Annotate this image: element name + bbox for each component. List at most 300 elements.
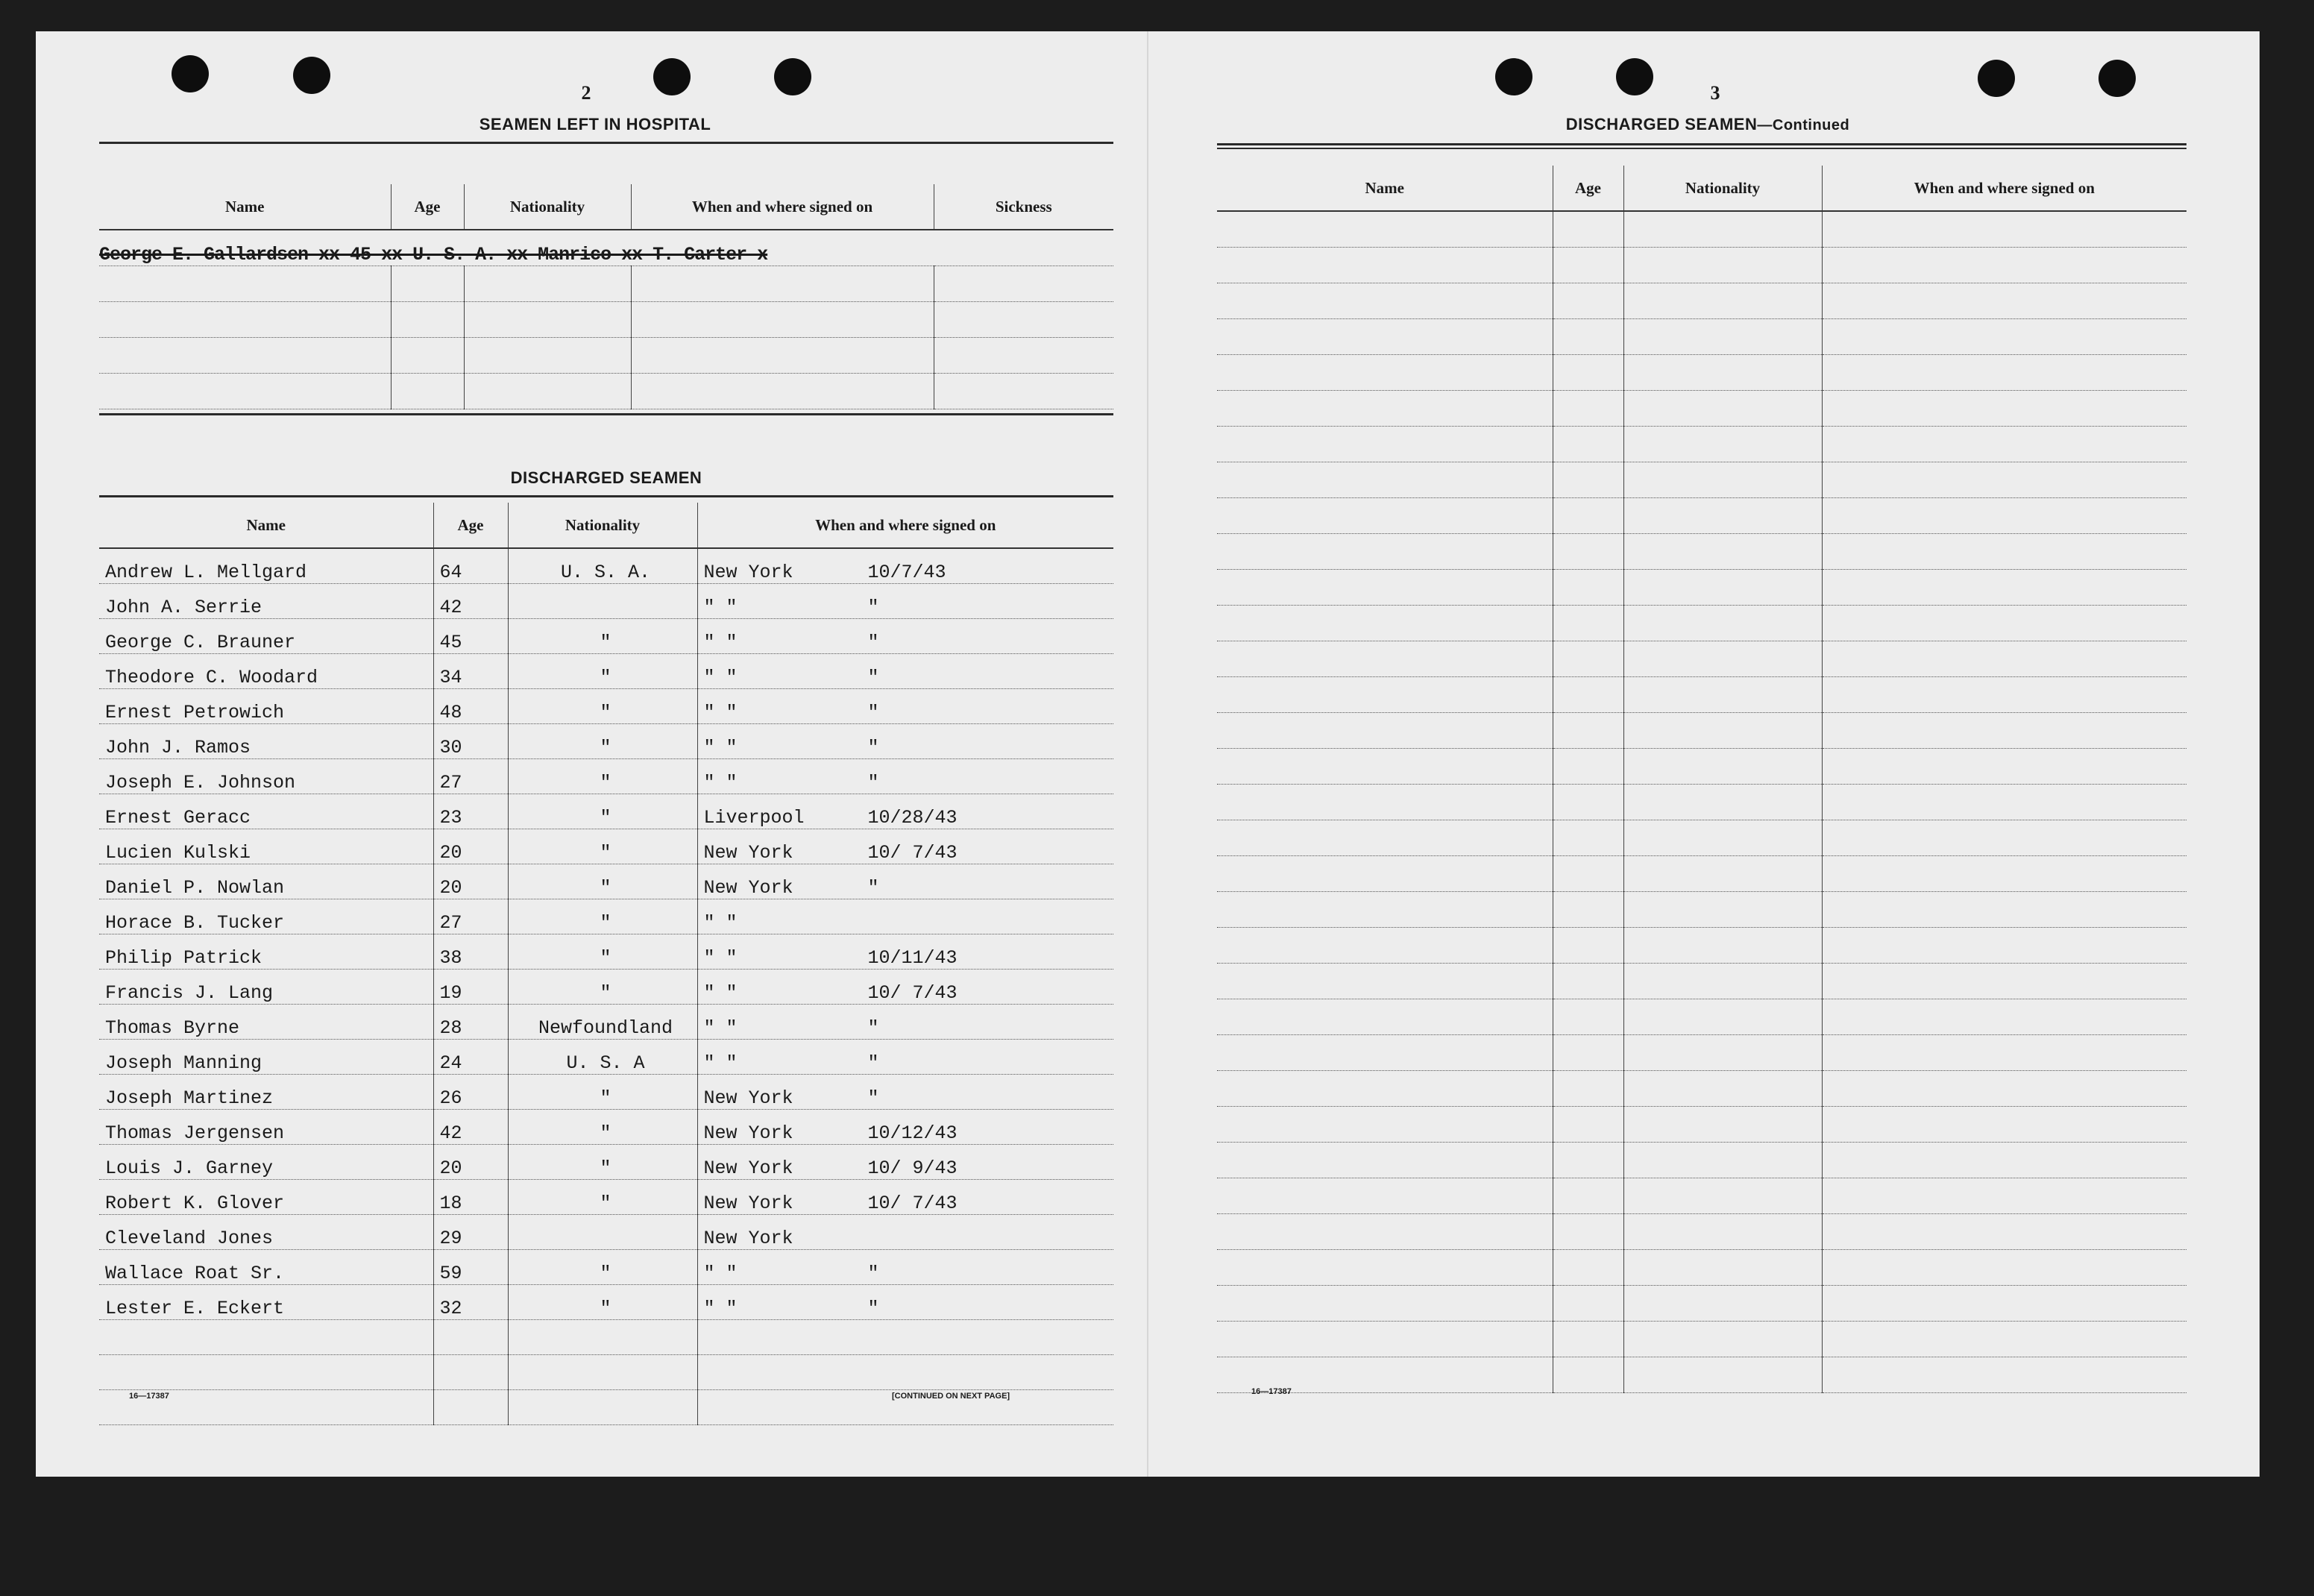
blank-row <box>1217 1286 2186 1322</box>
signed-on-place: " " <box>703 597 738 618</box>
empty-cell <box>1822 498 2186 534</box>
empty-cell <box>1623 1035 1822 1071</box>
empty-cell <box>1553 677 1623 713</box>
signed-on-date: " <box>867 632 879 653</box>
discharged-heading: DISCHARGED SEAMEN <box>510 468 702 487</box>
blank-row <box>1217 1035 2186 1071</box>
signed-on-place: New York <box>703 1157 793 1179</box>
blank-row <box>1217 606 2186 641</box>
empty-cell <box>1623 928 1822 964</box>
empty-cell <box>1217 1143 1553 1178</box>
signed-on-place: " " <box>703 1298 738 1319</box>
empty-cell <box>1822 785 2186 820</box>
empty-cell <box>1822 606 2186 641</box>
blank-row <box>1217 1071 2186 1107</box>
empty-cell <box>1553 534 1623 570</box>
empty-cell <box>508 1390 697 1425</box>
blank-row <box>1217 319 2186 355</box>
empty-cell <box>1822 1357 2186 1393</box>
age-cell: 59 <box>433 1250 508 1285</box>
age-cell: 27 <box>433 899 508 934</box>
empty-cell <box>697 1320 1113 1355</box>
empty-cell <box>1553 820 1623 856</box>
punch-hole <box>1978 60 2015 97</box>
nationality-cell <box>508 1215 697 1250</box>
punch-hole <box>653 58 691 95</box>
empty-cell <box>1822 355 2186 391</box>
heading-suffix: —Continued <box>1757 117 1850 133</box>
empty-cell <box>1217 534 1553 570</box>
empty-cell <box>1553 1214 1623 1250</box>
signed-on-date: 10/12/43 <box>867 1122 958 1144</box>
empty-cell <box>1553 1178 1623 1214</box>
col-header-age: Age <box>1553 166 1623 211</box>
col-header-age: Age <box>391 184 464 230</box>
table-row <box>99 1110 1113 1145</box>
empty-cell <box>1822 534 2186 570</box>
empty-cell <box>1822 283 2186 319</box>
nationality-cell: " <box>508 654 697 689</box>
age-cell: 29 <box>433 1215 508 1250</box>
blank-row <box>1217 283 2186 319</box>
table-row <box>99 970 1113 1005</box>
empty-cell <box>1553 785 1623 820</box>
signed-on-date: 10/ 7/43 <box>867 842 958 864</box>
signed-on-cell <box>697 794 1113 829</box>
age-cell: 20 <box>433 864 508 899</box>
empty-cell <box>1553 856 1623 892</box>
name-cell: Robert K. Glover <box>99 1180 433 1215</box>
blank-row <box>99 1355 1113 1390</box>
empty-cell <box>1217 391 1553 427</box>
empty-cell <box>1623 570 1822 606</box>
signed-on-cell <box>697 1040 1113 1075</box>
empty-cell <box>1553 964 1623 999</box>
blank-row <box>1217 785 2186 820</box>
signed-on-date: 10/7/43 <box>867 562 946 583</box>
table-row <box>99 548 1113 584</box>
empty-cell <box>1822 1035 2186 1071</box>
table-row <box>99 829 1113 864</box>
punch-hole <box>293 57 330 94</box>
blank-row <box>1217 713 2186 749</box>
empty-cell <box>1553 391 1623 427</box>
empty-cell <box>1623 462 1822 498</box>
col-header-nationality: Nationality <box>464 184 631 230</box>
blank-row <box>1217 1143 2186 1178</box>
signed-on-place: " " <box>703 912 738 934</box>
age-cell: 26 <box>433 1075 508 1110</box>
name-cell: Ernest Petrowich <box>99 689 433 724</box>
empty-cell <box>1623 1357 1822 1393</box>
empty-cell <box>1623 498 1822 534</box>
signed-on-date: " <box>867 597 879 618</box>
signed-on-cell <box>697 899 1113 934</box>
table-row <box>99 1005 1113 1040</box>
empty-cell <box>1822 856 2186 892</box>
empty-cell <box>1217 319 1553 355</box>
blank-row <box>1217 999 2186 1035</box>
empty-cell <box>433 1390 508 1425</box>
table-row <box>99 934 1113 970</box>
signed-on-date: " <box>867 772 879 794</box>
empty-cell <box>1553 713 1623 749</box>
name-cell: Theodore C. Woodard <box>99 654 433 689</box>
empty-cell <box>1217 248 1553 283</box>
signed-on-cell <box>697 1110 1113 1145</box>
empty-cell <box>1217 928 1553 964</box>
empty-cell <box>1822 928 2186 964</box>
empty-cell <box>1553 1250 1623 1286</box>
signed-on-cell <box>697 724 1113 759</box>
empty-cell <box>1217 1286 1553 1322</box>
name-cell: Andrew L. Mellgard <box>99 548 433 584</box>
empty-cell <box>1822 1286 2186 1322</box>
empty-cell <box>1553 570 1623 606</box>
empty-cell <box>1217 999 1553 1035</box>
age-cell: 45 <box>433 619 508 654</box>
continued-note: [CONTINUED ON NEXT PAGE] <box>892 1392 1010 1401</box>
signed-on-date: " <box>867 877 879 899</box>
blank-row <box>1217 1214 2186 1250</box>
signed-on-date: " <box>867 1087 879 1109</box>
signed-on-place: New York <box>703 1087 793 1109</box>
age-cell: 30 <box>433 724 508 759</box>
blank-row <box>1217 964 2186 999</box>
signed-on-date: 10/11/43 <box>867 947 958 969</box>
empty-cell <box>1217 1107 1553 1143</box>
blank-row <box>1217 820 2186 856</box>
name-cell: George C. Brauner <box>99 619 433 654</box>
signed-on-cell <box>697 1005 1113 1040</box>
signed-on-place: New York <box>703 1228 793 1249</box>
nationality-cell: U. S. A <box>508 1040 697 1075</box>
signed-on-place: " " <box>703 1052 738 1074</box>
empty-cell <box>1822 427 2186 462</box>
empty-cell <box>433 1355 508 1390</box>
blank-row <box>1217 534 2186 570</box>
empty-cell <box>1217 1035 1553 1071</box>
empty-cell <box>1623 1250 1822 1286</box>
empty-cell <box>1623 427 1822 462</box>
empty-cell <box>1553 999 1623 1035</box>
empty-cell <box>1822 570 2186 606</box>
col-header-name: Name <box>1217 166 1553 211</box>
empty-cell <box>1822 1178 2186 1214</box>
nationality-cell: " <box>508 724 697 759</box>
name-cell: Joseph Manning <box>99 1040 433 1075</box>
name-cell: Cleveland Jones <box>99 1215 433 1250</box>
blank-row <box>1217 462 2186 498</box>
empty-cell <box>1553 283 1623 319</box>
empty-cell <box>1553 1143 1623 1178</box>
empty-cell <box>1553 1107 1623 1143</box>
empty-cell <box>1623 820 1822 856</box>
empty-cell <box>1623 319 1822 355</box>
empty-cell <box>1623 248 1822 283</box>
col-header-signed-on: When and where signed on <box>697 503 1113 548</box>
nationality-cell: " <box>508 1250 697 1285</box>
right-page <box>1147 31 2260 1477</box>
empty-cell <box>1553 1035 1623 1071</box>
hospital-table <box>99 184 1113 409</box>
blank-row <box>1217 856 2186 892</box>
table-row <box>99 1145 1113 1180</box>
table-row <box>99 864 1113 899</box>
signed-on-date: " <box>867 702 879 723</box>
age-cell: 28 <box>433 1005 508 1040</box>
signed-on-place: " " <box>703 982 738 1004</box>
punch-hole <box>2098 60 2136 97</box>
empty-cell <box>1822 713 2186 749</box>
table-row <box>99 374 1113 409</box>
name-cell: Lester E. Eckert <box>99 1285 433 1320</box>
nationality-cell: " <box>508 1285 697 1320</box>
empty-cell <box>1822 1071 2186 1107</box>
punch-hole <box>1616 58 1653 95</box>
signed-on-place: " " <box>703 1263 738 1284</box>
empty-cell <box>1623 856 1822 892</box>
nationality-cell: " <box>508 1145 697 1180</box>
nationality-cell: U. S. A. <box>508 548 697 584</box>
col-header-signed-on: When and where signed on <box>1822 166 2186 211</box>
signed-on-cell <box>697 829 1113 864</box>
empty-cell <box>1623 892 1822 928</box>
nationality-cell: " <box>508 1180 697 1215</box>
signed-on-place: " " <box>703 772 738 794</box>
empty-cell <box>1217 749 1553 785</box>
empty-cell <box>1822 1143 2186 1178</box>
col-header-age: Age <box>433 503 508 548</box>
age-cell: 19 <box>433 970 508 1005</box>
signed-on-place: " " <box>703 667 738 688</box>
empty-cell <box>697 1355 1113 1390</box>
blank-row <box>1217 570 2186 606</box>
signed-on-place: " " <box>703 702 738 723</box>
age-cell: 18 <box>433 1180 508 1215</box>
empty-cell <box>1822 999 2186 1035</box>
empty-cell <box>1217 1071 1553 1107</box>
blank-row <box>1217 427 2186 462</box>
table-row <box>99 794 1113 829</box>
name-cell: Horace B. Tucker <box>99 899 433 934</box>
empty-cell <box>1553 1286 1623 1322</box>
empty-cell <box>1217 1178 1553 1214</box>
signed-on-cell <box>697 1180 1113 1215</box>
age-cell: 23 <box>433 794 508 829</box>
empty-cell <box>1623 1178 1822 1214</box>
empty-cell <box>1623 606 1822 641</box>
age-cell: 27 <box>433 759 508 794</box>
blank-row <box>1217 1250 2186 1286</box>
hospital-heading: SEAMEN LEFT IN HOSPITAL <box>479 115 711 133</box>
empty-cell <box>1553 892 1623 928</box>
discharged-table <box>99 503 1113 1425</box>
punch-hole <box>774 58 811 95</box>
empty-cell <box>1217 641 1553 677</box>
blank-row <box>1217 211 2186 248</box>
empty-cell <box>1623 713 1822 749</box>
nationality-cell: " <box>508 759 697 794</box>
blank-row <box>1217 928 2186 964</box>
age-cell: 42 <box>433 584 508 619</box>
col-header-name: Name <box>99 503 433 548</box>
empty-cell <box>1217 427 1553 462</box>
table-row <box>99 759 1113 794</box>
empty-cell <box>1623 1286 1822 1322</box>
nationality-cell <box>508 584 697 619</box>
empty-cell <box>1553 749 1623 785</box>
age-cell: 24 <box>433 1040 508 1075</box>
col-header-nationality: Nationality <box>508 503 697 548</box>
signed-on-cell <box>697 1285 1113 1320</box>
empty-cell <box>1822 964 2186 999</box>
signed-on-date: " <box>867 737 879 758</box>
empty-cell <box>1822 749 2186 785</box>
nationality-cell: " <box>508 899 697 934</box>
signed-on-cell <box>697 1215 1113 1250</box>
signed-on-cell <box>697 970 1113 1005</box>
empty-cell <box>1217 211 1553 248</box>
empty-cell <box>1822 820 2186 856</box>
name-cell: Thomas Jergensen <box>99 1110 433 1145</box>
name-cell: John A. Serrie <box>99 584 433 619</box>
signed-on-cell <box>697 1075 1113 1110</box>
signed-on-date: 10/28/43 <box>867 807 958 829</box>
name-cell: Ernest Geracc <box>99 794 433 829</box>
nationality-cell: " <box>508 934 697 970</box>
blank-row <box>1217 749 2186 785</box>
age-cell: 20 <box>433 829 508 864</box>
blank-row <box>1217 355 2186 391</box>
signed-on-date: " <box>867 1052 879 1074</box>
empty-cell <box>1217 498 1553 534</box>
empty-cell <box>1623 1107 1822 1143</box>
empty-cell <box>1217 355 1553 391</box>
blank-row <box>1217 498 2186 534</box>
empty-cell <box>1623 211 1822 248</box>
signed-on-cell <box>697 934 1113 970</box>
signed-on-date: " <box>867 667 879 688</box>
table-row <box>99 1180 1113 1215</box>
age-cell: 34 <box>433 654 508 689</box>
heading-title: DISCHARGED SEAMEN <box>1565 115 1758 133</box>
struck-out-entry: George E. Gallardsen xx 45 xx U. S. A. xx Manrico xx T. Carter x <box>99 244 768 266</box>
empty-cell <box>1822 1107 2186 1143</box>
empty-cell <box>1217 606 1553 641</box>
table-row <box>99 584 1113 619</box>
empty-cell <box>1217 785 1553 820</box>
empty-cell <box>1217 283 1553 319</box>
empty-cell <box>1217 1322 1553 1357</box>
empty-cell <box>1822 319 2186 355</box>
empty-cell <box>1553 355 1623 391</box>
table-row <box>99 1285 1113 1320</box>
signed-on-cell <box>697 619 1113 654</box>
table-row <box>99 1250 1113 1285</box>
nationality-cell: " <box>508 829 697 864</box>
col-header-nationality: Nationality <box>1623 166 1822 211</box>
table-row <box>99 689 1113 724</box>
signed-on-date: " <box>867 1017 879 1039</box>
empty-cell <box>1623 355 1822 391</box>
form-number: 16—17387 <box>1251 1387 1292 1396</box>
empty-cell <box>1553 498 1623 534</box>
empty-cell <box>1217 713 1553 749</box>
nationality-cell: " <box>508 1110 697 1145</box>
nationality-cell: " <box>508 689 697 724</box>
signed-on-place: " " <box>703 737 738 758</box>
empty-cell <box>1217 892 1553 928</box>
table-row <box>99 1075 1113 1110</box>
signed-on-cell <box>697 864 1113 899</box>
empty-cell <box>1623 641 1822 677</box>
table-row <box>99 338 1113 374</box>
empty-cell <box>1217 1214 1553 1250</box>
age-cell: 48 <box>433 689 508 724</box>
signed-on-cell <box>697 584 1113 619</box>
nationality-cell: " <box>508 1075 697 1110</box>
empty-cell <box>1553 462 1623 498</box>
empty-cell <box>1623 677 1822 713</box>
form-number: 16—17387 <box>129 1392 169 1401</box>
signed-on-date: " <box>867 1263 879 1284</box>
signed-on-cell <box>697 689 1113 724</box>
empty-cell <box>1822 677 2186 713</box>
name-cell: Louis J. Garney <box>99 1145 433 1180</box>
empty-cell <box>99 1320 433 1355</box>
empty-cell <box>1553 211 1623 248</box>
blank-row <box>1217 248 2186 283</box>
name-cell: Joseph Martinez <box>99 1075 433 1110</box>
signed-on-place: New York <box>703 842 793 864</box>
empty-cell <box>1553 1322 1623 1357</box>
empty-cell <box>1217 462 1553 498</box>
signed-on-place: New York <box>703 877 793 899</box>
empty-cell <box>1553 606 1623 641</box>
empty-cell <box>1553 1357 1623 1393</box>
rule <box>99 413 1113 415</box>
page-number: 2 <box>581 82 591 104</box>
empty-cell <box>1623 1322 1822 1357</box>
empty-cell <box>1553 248 1623 283</box>
empty-cell <box>1553 1071 1623 1107</box>
empty-cell <box>1553 928 1623 964</box>
empty-cell <box>1553 319 1623 355</box>
signed-on-date: " <box>867 1298 879 1319</box>
rule <box>99 495 1113 497</box>
signed-on-place: " " <box>703 632 738 653</box>
age-cell: 42 <box>433 1110 508 1145</box>
blank-row <box>1217 641 2186 677</box>
empty-cell <box>1217 856 1553 892</box>
empty-cell <box>1623 785 1822 820</box>
empty-cell <box>1822 211 2186 248</box>
signed-on-place: New York <box>703 562 793 583</box>
empty-cell <box>1623 1071 1822 1107</box>
empty-cell <box>1822 641 2186 677</box>
nationality-cell: " <box>508 619 697 654</box>
signed-on-cell <box>697 1145 1113 1180</box>
table-row <box>99 654 1113 689</box>
signed-on-place: Liverpool <box>703 807 805 829</box>
empty-cell <box>508 1355 697 1390</box>
empty-cell <box>1623 999 1822 1035</box>
empty-cell <box>1217 1250 1553 1286</box>
table-row <box>99 724 1113 759</box>
table-row <box>99 266 1113 302</box>
signed-on-place: New York <box>703 1193 793 1214</box>
